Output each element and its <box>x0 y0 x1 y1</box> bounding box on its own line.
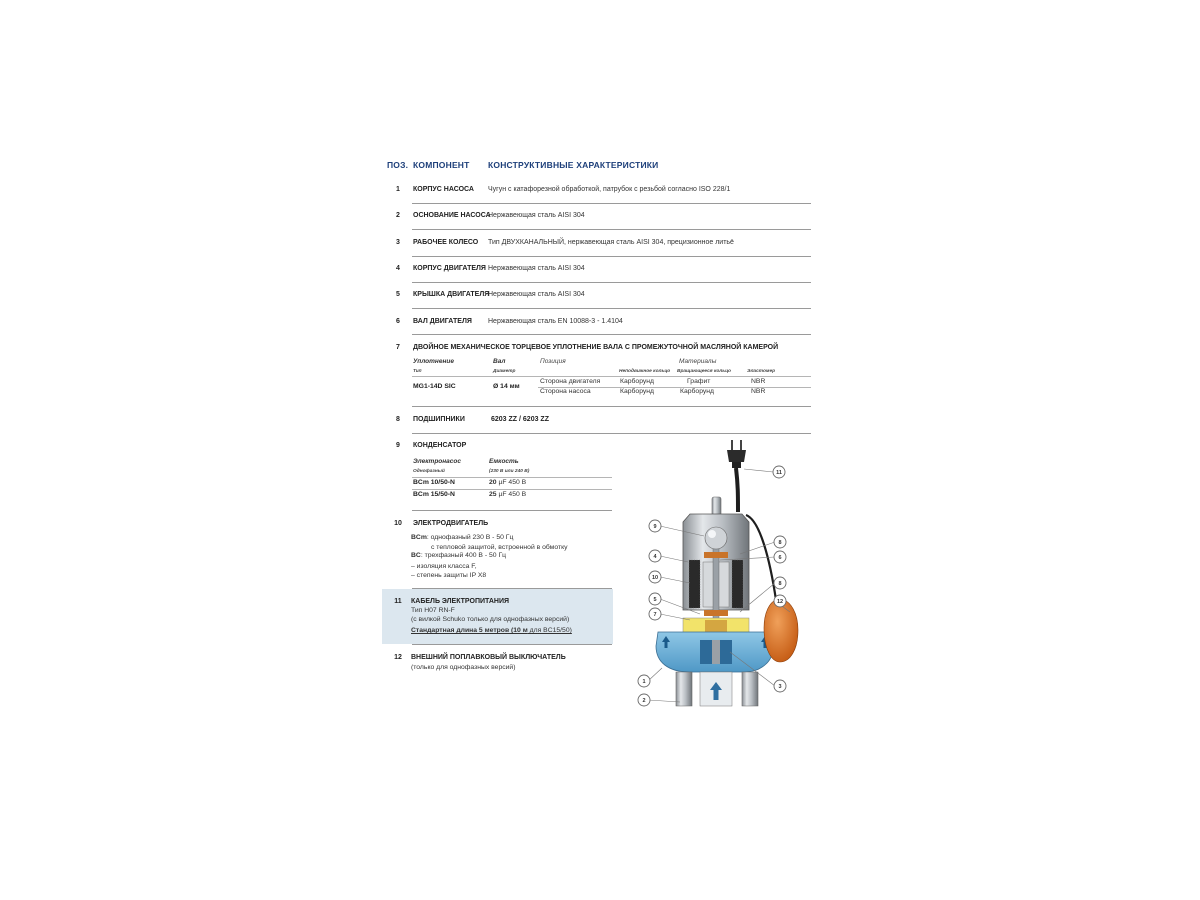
capacitor-component: КОНДЕНСАТОР <box>413 442 467 449</box>
row-4-number: 4 <box>396 265 400 272</box>
seal-rotating: Карборунд <box>680 388 715 395</box>
callout-11 <box>773 466 785 478</box>
motor-bcm-text: : однофазный 230 В - 50 Гц <box>426 534 514 541</box>
seal-stationary: Карборунд <box>620 378 655 385</box>
seal-position: Сторона насоса <box>540 388 591 395</box>
bearings-component: ПОДШИПНИКИ <box>413 416 465 423</box>
svg-text:4: 4 <box>653 554 657 561</box>
row-2-number: 2 <box>396 212 400 219</box>
float-component: ВНЕШНИЙ ПОПЛАВКОВЫЙ ВЫКЛЮЧАТЕЛЬ <box>411 654 566 661</box>
callout-8 <box>774 536 786 548</box>
cable-standard-length <box>411 627 572 634</box>
capacitor-value-unit: µF 450 В <box>498 491 527 498</box>
row-3-number: 3 <box>396 239 400 246</box>
svg-text:5: 5 <box>653 597 657 604</box>
capacitor-value <box>489 491 526 498</box>
capacitor-pump: BCm 15/50-N <box>413 491 455 498</box>
row-5-number: 5 <box>396 291 400 298</box>
seal-diameter: Ø 14 мм <box>493 383 520 390</box>
plug-icon <box>727 440 746 468</box>
svg-text:8: 8 <box>778 581 782 588</box>
seal-title: ДВОЙНОЕ МЕХАНИЧЕСКОЕ ТОРЦЕВОЕ УПЛОТНЕНИЕ ВАЛА С ПРОМЕЖУТОЧНОЙ МАСЛЯНОЙ КАМЕРОЙ <box>413 344 779 351</box>
seal-header-type: Тип <box>413 369 422 374</box>
seal-model: MG1-14D SIC <box>413 383 456 390</box>
row-divider <box>412 308 811 309</box>
header-characteristics: КОНСТРУКТИВНЫЕ ХАРАКТЕРИСТИКИ <box>488 160 659 170</box>
callout-10 <box>649 571 661 583</box>
row-3-description: Тип ДВУХКАНАЛЬНЫЙ, нержавеющая сталь AISI 304, прецизионное литьё <box>488 239 734 246</box>
seal-header-rotating: Вращающееся кольцо <box>677 369 731 374</box>
row-12-number: 12 <box>394 654 402 661</box>
svg-text:11: 11 <box>776 470 782 477</box>
motor-bcm-line <box>411 534 513 541</box>
row-1-description: Чугун с катафорезной обработкой, патрубок с резьбой согласно ISO 228/1 <box>488 186 731 193</box>
row-1-number: 1 <box>396 186 400 193</box>
cable-component: КАБЕЛЬ ЭЛЕКТРОПИТАНИЯ <box>411 598 510 605</box>
row-divider <box>412 282 811 283</box>
capacitor-table-divider <box>412 489 612 490</box>
capacitor-value <box>489 479 526 486</box>
svg-text:1: 1 <box>642 679 646 686</box>
motor-bullet-insulation: – изоляция класса F, <box>411 563 477 570</box>
row-divider <box>412 644 612 645</box>
row-11-number: 11 <box>394 598 402 605</box>
seal-header-materials: Материалы <box>679 358 717 365</box>
row-divider <box>412 406 811 407</box>
callout-6 <box>774 551 786 563</box>
row-6-component: ВАЛ ДВИГАТЕЛЯ <box>413 318 472 325</box>
seal-header-stationary: Неподвижное кольцо <box>619 369 671 374</box>
row-10-number: 10 <box>394 520 402 527</box>
float-note: (только для однофазных версий) <box>411 664 516 671</box>
motor-bcm-label: BCm <box>411 534 427 541</box>
seal-rotating: Графит <box>687 378 711 385</box>
seal-header-elastomer: Эластомер <box>747 369 776 374</box>
row-5-description: Нержавеющая сталь AISI 304 <box>488 291 585 298</box>
capacitor-header-voltage: (230 В или 240 В) <box>489 469 530 474</box>
row-7-number: 7 <box>396 344 400 351</box>
row-4-component: КОРПУС ДВИГАТЕЛЯ <box>413 265 486 272</box>
callout-2 <box>638 694 650 706</box>
cable-standard-length-bold: Стандартная длина 5 метров (10 м <box>411 627 528 634</box>
svg-text:12: 12 <box>776 599 784 606</box>
capacitor-table-divider <box>412 477 612 478</box>
svg-text:8: 8 <box>778 540 782 547</box>
capacitor-value-number: 25 <box>489 491 497 498</box>
row-6-number: 6 <box>396 318 400 325</box>
callout-8 <box>774 577 786 589</box>
seal-position: Сторона двигателя <box>540 378 601 385</box>
bearings-value: 6203 ZZ / 6203 ZZ <box>491 416 549 423</box>
row-divider <box>412 203 811 204</box>
seal-header-seal: Уплотнение <box>413 358 454 365</box>
cable-standard-length-tail: для BC15/50) <box>527 627 572 634</box>
row-4-description: Нержавеющая сталь AISI 304 <box>488 265 585 272</box>
row-divider <box>412 510 612 511</box>
row-2-description: Нержавеющая сталь AISI 304 <box>488 212 585 219</box>
cable-type: Тип H07 RN-F <box>411 607 455 614</box>
capacitor-header-phase: Однофазный <box>413 469 445 474</box>
capacitor-header-pump: Электронасос <box>413 458 462 465</box>
motor-bcm-text-2: с тепловой защитой, встроенной в обмотку <box>431 544 568 551</box>
svg-text:10: 10 <box>651 575 659 582</box>
svg-text:9: 9 <box>653 524 657 531</box>
callout-1 <box>638 675 650 687</box>
svg-text:3: 3 <box>778 684 782 691</box>
seal-header-position: Позиция <box>540 358 566 365</box>
row-divider <box>412 334 811 335</box>
row-divider <box>412 229 811 230</box>
row-2-component: ОСНОВАНИЕ НАСОСА <box>413 212 491 219</box>
row-6-description: Нержавеющая сталь EN 10088-3 - 1.4104 <box>488 318 623 325</box>
callout-12 <box>774 595 786 607</box>
callout-3 <box>774 680 786 692</box>
header-component: КОМПОНЕНТ <box>413 160 470 170</box>
row-8-number: 8 <box>396 416 400 423</box>
callout-5 <box>649 593 661 605</box>
motor-bc-line <box>411 552 506 559</box>
seal-stationary: Карборунд <box>620 388 655 395</box>
seal-header-shaft: Вал <box>493 358 506 365</box>
row-1-component: КОРПУС НАСОСА <box>413 186 474 193</box>
capacitor-value-number: 20 <box>489 479 497 486</box>
pump-cross-section-diagram <box>630 430 820 715</box>
seal-header-diameter: Диаметр <box>493 369 516 374</box>
seal-elastomer: NBR <box>751 378 766 385</box>
svg-text:6: 6 <box>778 555 782 562</box>
capacitor-value-unit: µF 450 В <box>498 479 527 486</box>
capacitor-pump: BCm 10/50-N <box>413 479 455 486</box>
callout-7 <box>649 608 661 620</box>
row-3-component: РАБОЧЕЕ КОЛЕСО <box>413 239 479 246</box>
callout-4 <box>649 550 661 562</box>
capacitor-header-capacity: Емкость <box>489 458 519 465</box>
motor-component: ЭЛЕКТРОДВИГАТЕЛЬ <box>413 520 489 527</box>
motor-bc-text: : трехфазный 400 В - 50 Гц <box>420 552 507 559</box>
motor-bullet-protection: – степень защиты IP X8 <box>411 572 487 579</box>
header-pos: ПОЗ. <box>387 160 409 170</box>
svg-text:7: 7 <box>653 612 657 619</box>
cable-note: (с вилкой Schuko только для однофазных версий) <box>411 616 570 623</box>
seal-elastomer: NBR <box>751 388 766 395</box>
row-divider <box>412 256 811 257</box>
motor-bc-label: BC <box>411 552 421 559</box>
svg-text:2: 2 <box>642 698 646 705</box>
seal-table-divider <box>412 376 811 377</box>
callout-9 <box>649 520 661 532</box>
row-9-number: 9 <box>396 442 400 449</box>
row-5-component: КРЫШКА ДВИГАТЕЛЯ <box>413 291 490 298</box>
